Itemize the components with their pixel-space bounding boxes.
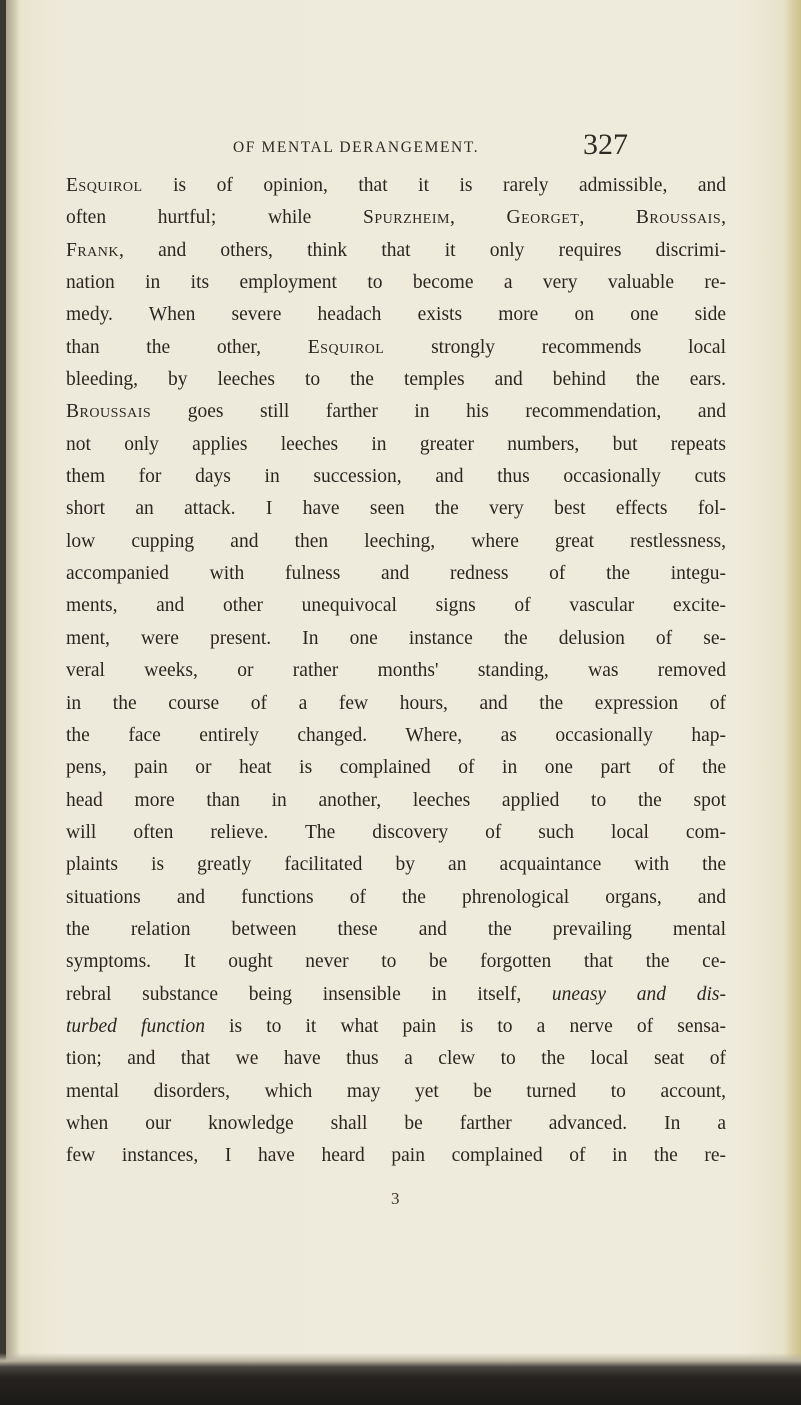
italic-phrase: uneasy and dis- bbox=[551, 983, 727, 1005]
text-line: nation in its employment to become a very valuable re- bbox=[66, 272, 726, 294]
author-name: Frank bbox=[66, 239, 120, 261]
text-line: Frank, and others, think that it only requires discrimi- bbox=[66, 239, 726, 261]
spine-shadow bbox=[6, 0, 20, 1405]
text-line: situations and functions of the phrenological organs, and bbox=[66, 886, 726, 908]
text-line: Esquirol is of opinion, that it is rarely admissible, and bbox=[66, 175, 726, 196]
text-line: Broussais goes still farther in his recommendation, and bbox=[66, 401, 726, 423]
text-line: low cupping and then leeching, where great restlessness, bbox=[66, 530, 726, 552]
text-line: short an attack. I have seen the very best effects fol- bbox=[66, 498, 726, 520]
text-line: when our knowledge shall be farther advanced. In a bbox=[66, 1112, 726, 1134]
author-name: Georget bbox=[506, 207, 580, 229]
text-line: veral weeks, or rather months' standing, was removed bbox=[66, 660, 726, 682]
text-line: tion; and that we have thus a clew to the local seat of bbox=[66, 1048, 726, 1070]
page-bottom-edge bbox=[0, 1353, 801, 1405]
text-line: accompanied with fulness and redness of the integu- bbox=[66, 563, 726, 585]
text-line: ments, and other unequivocal signs of vascular excite- bbox=[66, 595, 726, 617]
author-name: Spurzheim bbox=[363, 207, 450, 229]
text-line: turbed function is to it what pain is to a nerve of sensa- bbox=[66, 1015, 726, 1037]
author-name: Broussais bbox=[635, 207, 722, 229]
text-line: plaints is greatly facilitated by an acquaintance with the bbox=[66, 854, 726, 876]
text-line: ment, were present. In one instance the delusion of se- bbox=[66, 627, 726, 649]
body-text bbox=[66, 170, 726, 1173]
text-line: symptoms. It ought never to be forgotten that the ce- bbox=[66, 951, 726, 973]
text-line: head more than in another, leeches applied to the spot bbox=[66, 789, 726, 811]
page-number: 327 bbox=[583, 128, 628, 161]
text-line: pens, pain or heat is complained of in one part of the bbox=[66, 757, 726, 779]
page-right-edge bbox=[783, 0, 801, 1405]
text-line: not only applies leeches in greater numbers, but repeats bbox=[66, 433, 726, 455]
text-line: the relation between these and the prevailing mental bbox=[66, 918, 726, 940]
text-line: often hurtful; while Spurzheim, Georget, Broussais, bbox=[66, 207, 726, 229]
text-line: mental disorders, which may yet be turned to account, bbox=[66, 1080, 726, 1102]
text-line: than the other, Esquirol strongly recommends local bbox=[66, 336, 727, 358]
text-line: the face entirely changed. Where, as occasionally hap- bbox=[66, 724, 726, 746]
text-line: rebral substance being insensible in itself, uneasy and dis- bbox=[66, 983, 727, 1005]
author-name: Esquirol bbox=[307, 336, 385, 358]
italic-phrase: turbed function bbox=[66, 1015, 205, 1037]
text-line: will often relieve. The discovery of such local com- bbox=[66, 821, 726, 843]
text-line: medy. When severe headach exists more on one side bbox=[66, 304, 726, 326]
author-name: Broussais bbox=[66, 401, 152, 423]
author-name: Esquirol bbox=[66, 175, 143, 196]
text-line: in the course of a few hours, and the expression of bbox=[66, 692, 726, 714]
text-line: bleeding, by leeches to the temples and behind the ears. bbox=[66, 369, 726, 391]
text-line: few instances, I have heard pain complained of in the re- bbox=[66, 1145, 726, 1167]
text-line: them for days in succession, and thus occasionally cuts bbox=[66, 466, 726, 488]
running-head: OF MENTAL DERANGEMENT. bbox=[233, 139, 480, 156]
signature-mark: 3 bbox=[391, 1189, 400, 1208]
